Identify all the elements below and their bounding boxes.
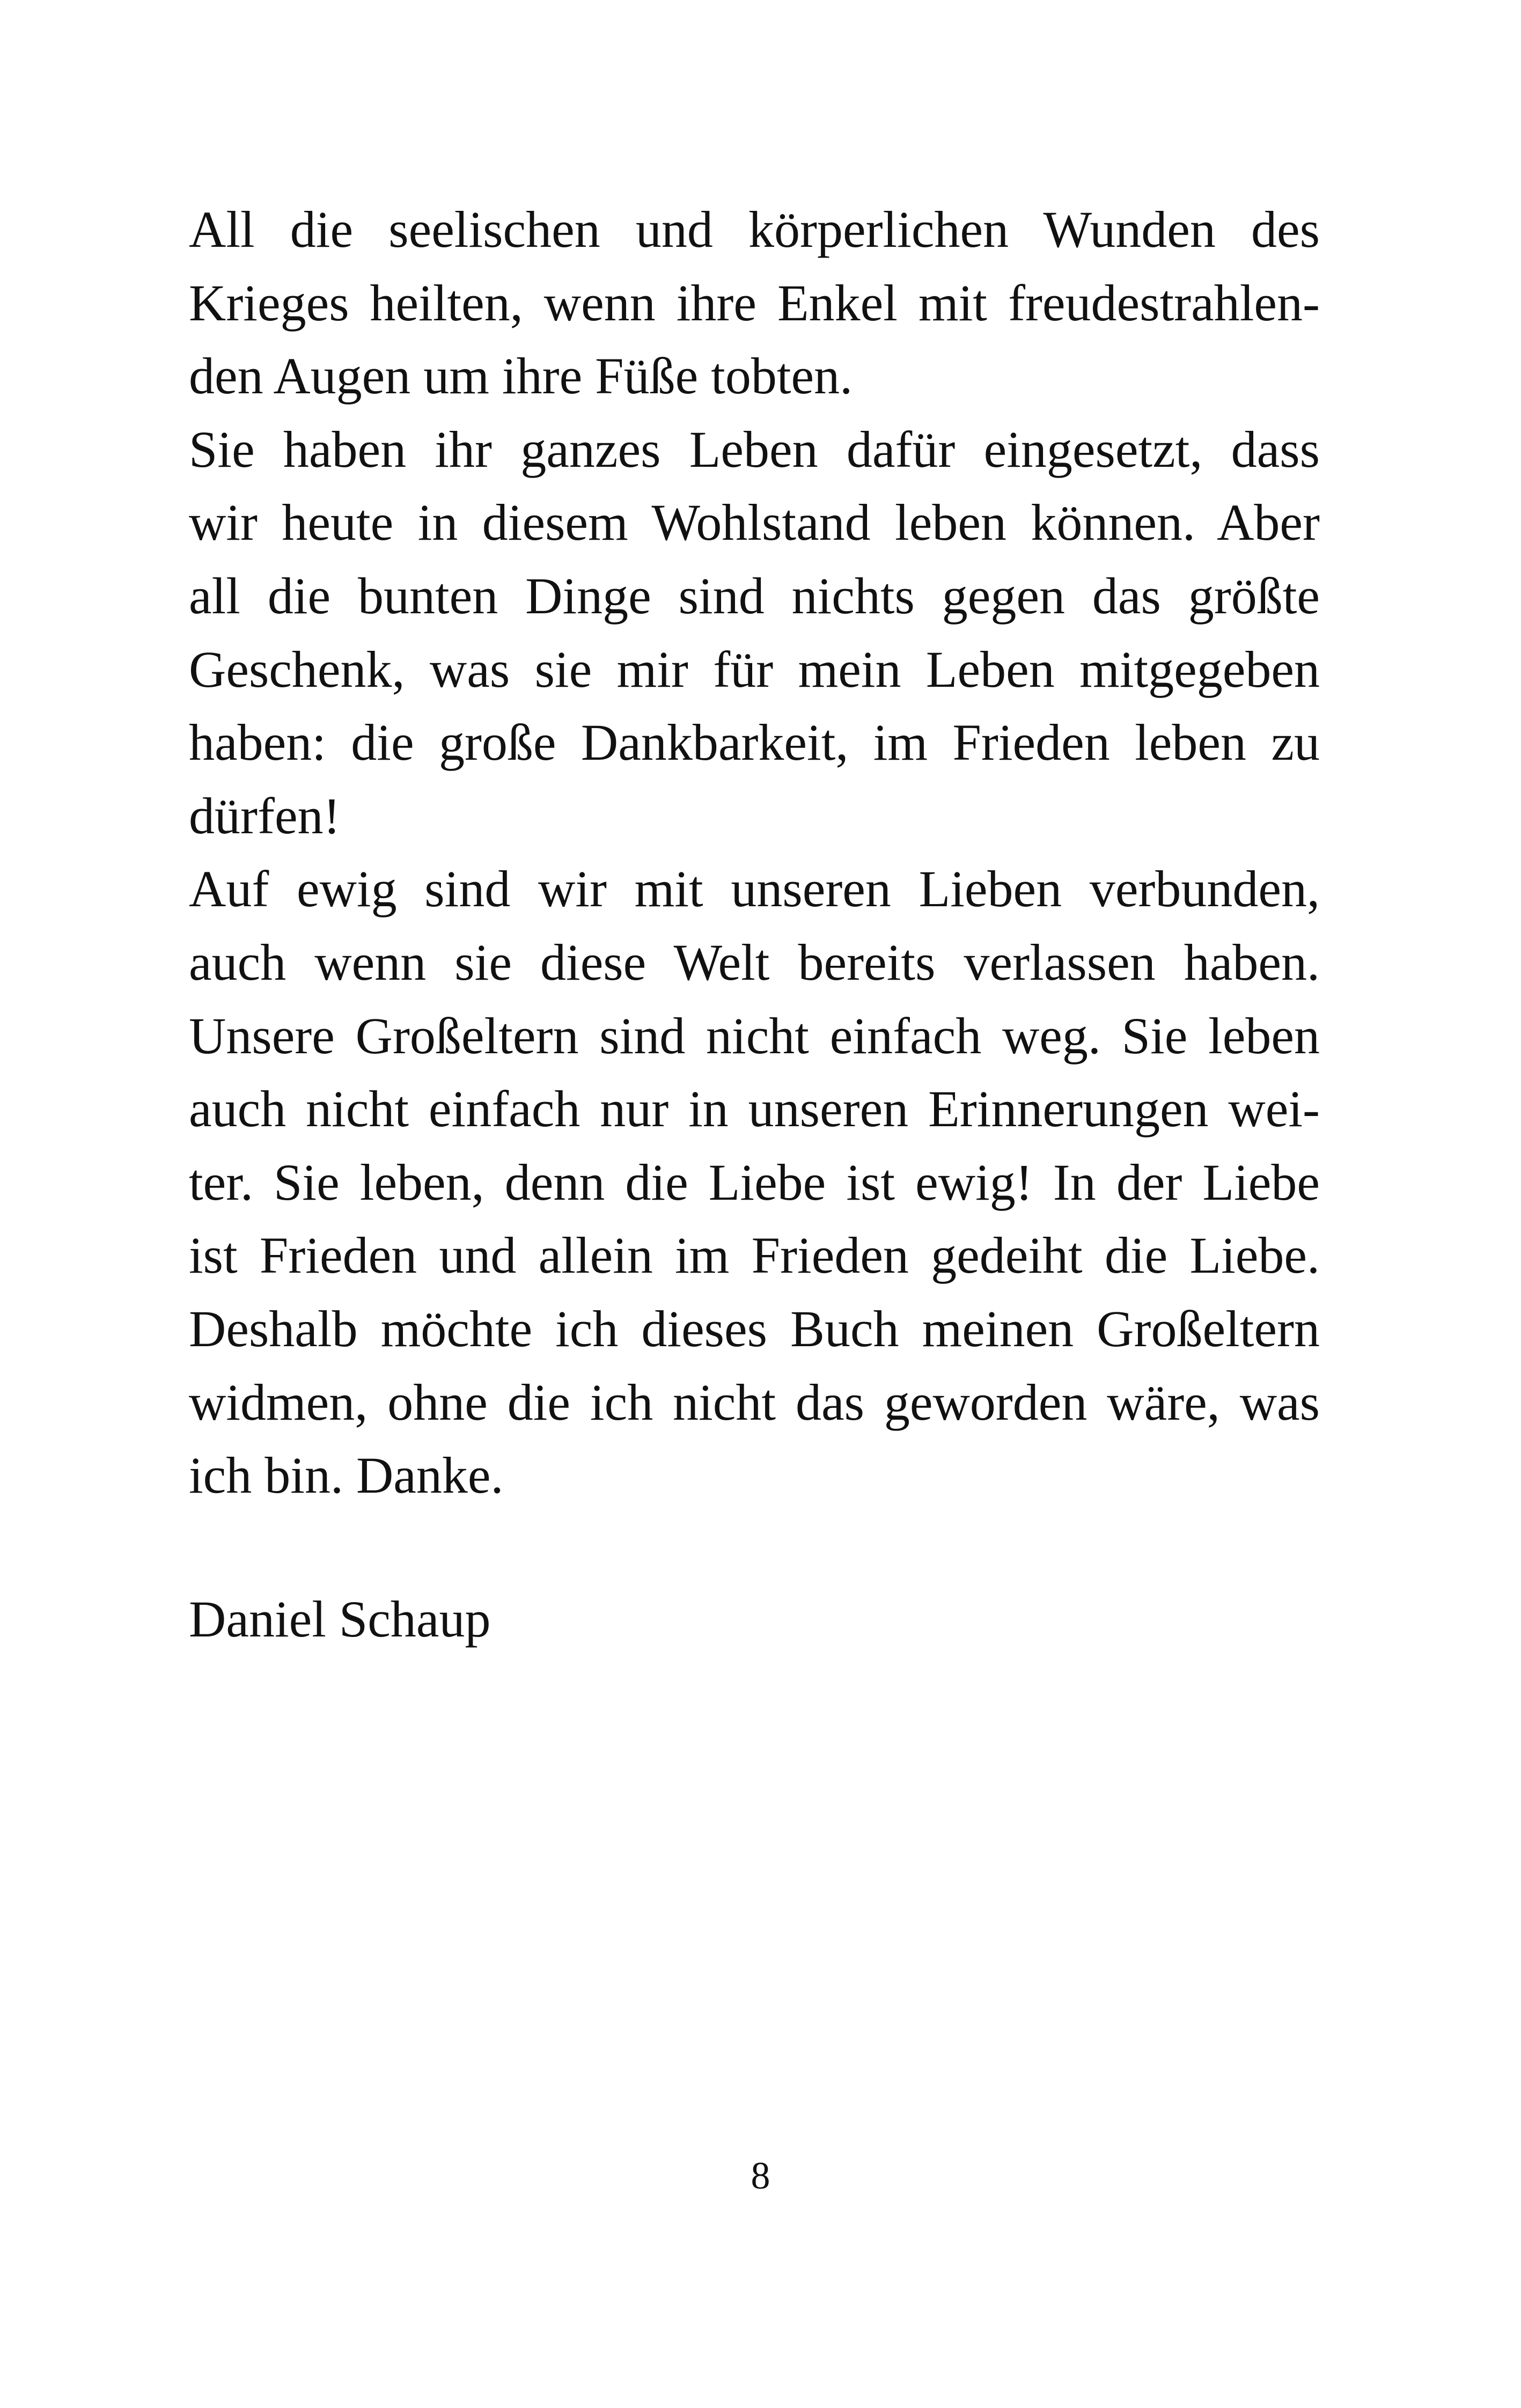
text-line: auch wenn sie diese Welt bereits verlassen haben.	[189, 933, 1320, 991]
text-line: den Augen um ihre Füße tobten.	[189, 347, 853, 405]
text-line: ist Frieden und allein im Frieden gedeiht die Liebe.	[189, 1227, 1320, 1284]
page-number: 8	[751, 2154, 770, 2197]
text-line: all die bunten Dinge sind nichts gegen das größte	[189, 567, 1320, 625]
text-line: Geschenk, was sie mir für mein Leben mitgegeben	[189, 640, 1320, 698]
body-text	[189, 193, 1320, 1513]
text-line: dürfen!	[189, 787, 341, 845]
text-line: Sie haben ihr ganzes Leben dafür eingesetzt, dass	[189, 420, 1320, 478]
text-line: Auf ewig sind wir mit unseren Lieben verbunden,	[189, 860, 1320, 918]
text-line: ich bin. Danke.	[189, 1447, 504, 1504]
text-line: auch nicht einfach nur in unseren Erinnerungen wei-	[189, 1080, 1320, 1138]
text-line: Krieges heilten, wenn ihre Enkel mit freudestrahlen-	[189, 274, 1320, 332]
text-line: widmen, ohne die ich nicht das geworden wäre, was	[189, 1373, 1320, 1431]
text-line: ter. Sie leben, denn die Liebe ist ewig! In der Liebe	[189, 1153, 1320, 1211]
text-line: haben: die große Dankbarkeit, im Frieden leben zu	[189, 714, 1320, 772]
text-line: Deshalb möchte ich dieses Buch meinen Großeltern	[189, 1300, 1320, 1357]
text-line: wir heute in diesem Wohlstand leben können. Aber	[189, 494, 1320, 552]
author-signature: Daniel Schaup	[189, 1590, 491, 1648]
text-line: All die seelischen und körperlichen Wunden des	[189, 201, 1320, 258]
text-line: Unsere Großeltern sind nicht einfach weg. Sie leben	[189, 1007, 1320, 1064]
